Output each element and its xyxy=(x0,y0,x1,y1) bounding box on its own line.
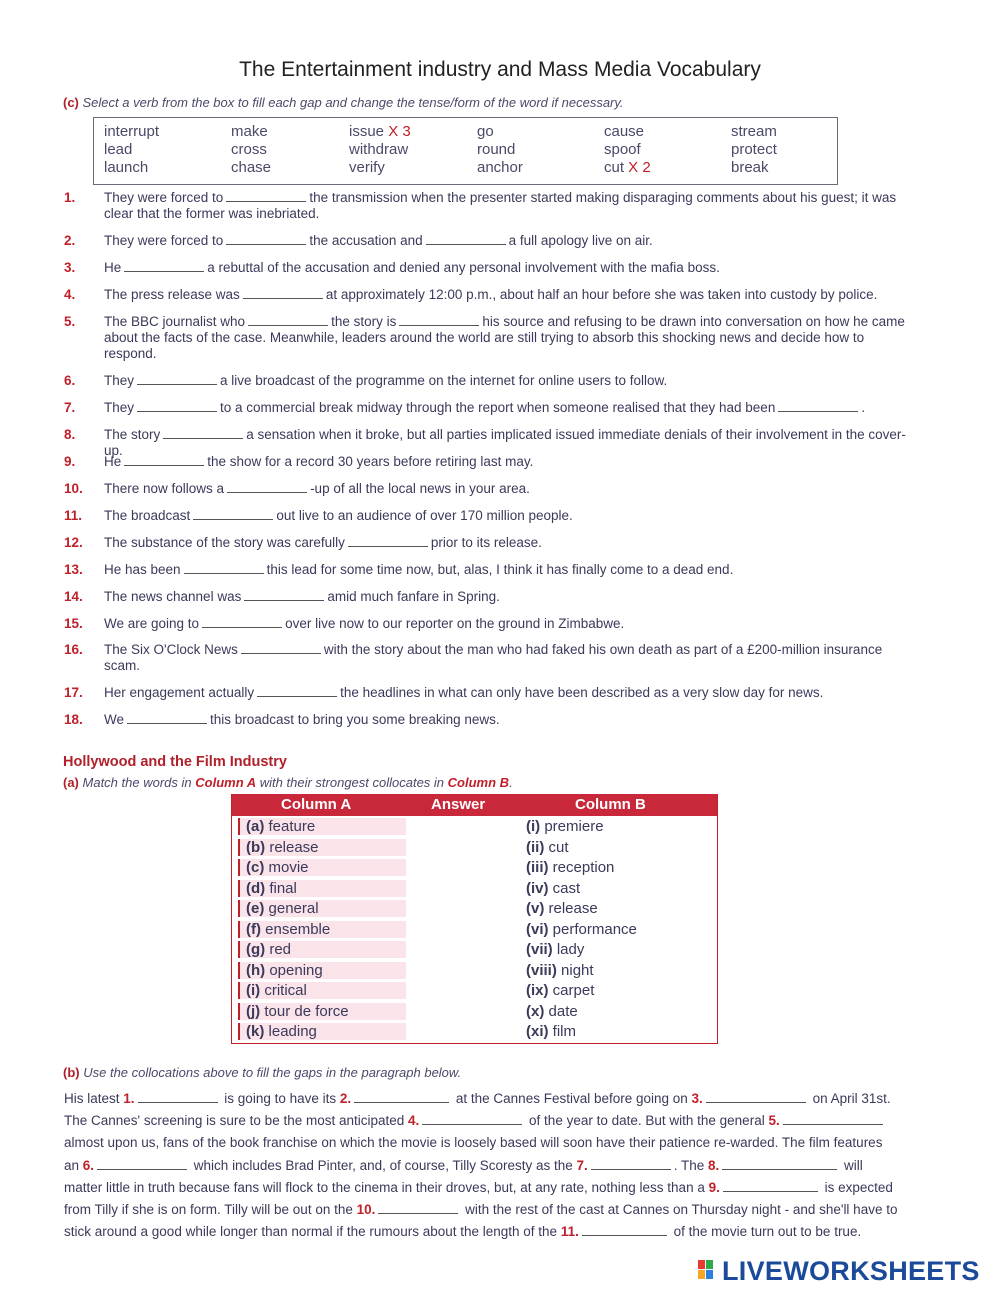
question-text-part: We xyxy=(104,712,125,727)
gap-number: 11. xyxy=(560,1224,579,1240)
column-b-numeral: (vi) xyxy=(526,920,549,938)
question-text xyxy=(104,535,914,551)
answer-gap[interactable] xyxy=(248,315,328,326)
answer-gap[interactable] xyxy=(399,315,479,326)
question-text-part: The news channel was xyxy=(104,589,242,604)
question-text-part: out live to an audience of over 170 million people. xyxy=(276,508,573,523)
question-number: 12. xyxy=(64,535,83,550)
question-number: 18. xyxy=(64,712,83,727)
table-row xyxy=(232,880,716,901)
answer-gap[interactable] xyxy=(127,713,207,724)
question-number: 14. xyxy=(64,589,83,604)
collocation-table xyxy=(231,794,718,1044)
table-row xyxy=(232,982,716,1003)
liveworksheets-logo-text: LIVEWORKSHEETS xyxy=(722,1255,980,1286)
answer-cell[interactable] xyxy=(408,880,518,897)
question-number: 2. xyxy=(64,233,76,248)
question-text xyxy=(104,314,914,362)
table-row xyxy=(232,818,716,839)
question-text-part: He has been xyxy=(104,562,181,577)
header-column-b: Column B xyxy=(575,796,646,813)
fill-gap-paragraph xyxy=(64,1088,899,1243)
column-a-letter: (a) xyxy=(246,818,265,835)
answer-gap[interactable] xyxy=(257,686,337,697)
word-box-item: spoof xyxy=(604,141,641,158)
question-text-part: the story is xyxy=(331,314,397,329)
table-row xyxy=(232,900,716,921)
column-b-cell xyxy=(526,900,716,917)
hollywood-section-title: Hollywood and the Film Industry xyxy=(63,754,287,770)
question-text-part: He xyxy=(104,260,122,275)
answer-gap[interactable] xyxy=(124,261,204,272)
question-item xyxy=(64,562,914,578)
question-number: 3. xyxy=(64,260,76,275)
column-a-letter: (e) xyxy=(246,900,265,917)
question-text xyxy=(104,373,914,389)
section-c-instruction-text: Select a verb from the box to fill each gap and change the tense/form of the word if necessary. xyxy=(82,95,624,110)
word-box-item: chase xyxy=(231,159,272,176)
question-item xyxy=(64,589,914,605)
question-number: 8. xyxy=(64,427,76,442)
column-b-numeral: (iii) xyxy=(526,859,549,876)
question-number: 6. xyxy=(64,373,76,388)
question-number: 13. xyxy=(64,562,83,577)
column-a-cell xyxy=(238,921,406,938)
answer-gap[interactable] xyxy=(163,428,243,439)
question-item xyxy=(64,508,914,524)
question-text xyxy=(104,233,914,249)
paragraph-gap[interactable] xyxy=(422,1114,522,1125)
question-text-part: a rebuttal of the accusation and denied any personal involvement with the mafia boss. xyxy=(207,260,720,275)
paragraph-text: at the Cannes Festival before going on xyxy=(452,1091,692,1106)
question-text-part: a sensation when it broke, but all parties implicated issued immediate denials of their involvement in the cover-up. xyxy=(104,427,906,458)
answer-cell[interactable] xyxy=(408,921,518,938)
question-item xyxy=(64,260,914,276)
question-item xyxy=(64,427,914,458)
answer-gap[interactable] xyxy=(778,401,858,412)
column-a-cell xyxy=(238,880,406,897)
question-text-part: over live now to our reporter on the ground in Zimbabwe. xyxy=(285,616,625,631)
question-number: 15. xyxy=(64,616,83,631)
word-box-item: cut X 2 xyxy=(604,159,651,176)
gap-number: 1. xyxy=(123,1091,135,1106)
column-b-cell xyxy=(526,880,716,897)
question-text-part: his source and refusing to be drawn into conversation on how he came about the facts of the case. Meanwhile, leaders around the world are still trying to absorb this shocking news and decide how to respond. xyxy=(104,314,905,361)
column-a-word: movie xyxy=(268,859,309,876)
section-b-label: (b) xyxy=(63,1065,80,1080)
instr-a-col-a: Column A xyxy=(195,775,257,790)
section-c-instruction xyxy=(63,95,624,110)
paragraph-text: with the rest of the cast at Cannes on Thursday night - and she'll have to stick around a good while longer than normal if the rumours about the length of the xyxy=(64,1202,898,1240)
gap-number: 9. xyxy=(708,1179,720,1195)
column-a-cell xyxy=(238,818,406,835)
question-item xyxy=(64,712,914,728)
question-number: 7. xyxy=(64,400,76,415)
question-text-part: We are going to xyxy=(104,616,200,631)
answer-gap[interactable] xyxy=(243,288,323,299)
column-a-letter: (i) xyxy=(246,982,261,999)
column-a-letter: (k) xyxy=(246,1023,265,1040)
question-text xyxy=(104,287,914,303)
paragraph-text: of the year to date. But with the general xyxy=(525,1113,769,1129)
paragraph-text: will matter little in truth because fans will flock to the cinema in their droves, but, at any rate, nothing less than a xyxy=(64,1157,863,1195)
word-box-item: withdraw xyxy=(349,141,409,158)
question-item xyxy=(64,190,914,222)
question-text-part: with the story about the man who had faked his own death as part of a £200-million insurance scam. xyxy=(104,642,883,673)
column-a-cell xyxy=(238,1003,406,1020)
column-a-letter: (f) xyxy=(246,920,261,938)
question-text xyxy=(104,454,914,470)
column-a-letter: (g) xyxy=(246,941,266,958)
question-number: 5. xyxy=(64,314,76,329)
answer-gap[interactable] xyxy=(348,536,428,547)
question-text-part: There now follows a xyxy=(104,481,225,496)
answer-gap[interactable] xyxy=(137,374,217,385)
paragraph-gap[interactable] xyxy=(138,1092,218,1103)
instr-a-pre: Match the words in xyxy=(82,775,192,790)
column-b-cell xyxy=(526,859,716,876)
column-b-word: cast xyxy=(552,879,581,897)
table-row xyxy=(232,1003,716,1024)
column-b-word: film xyxy=(552,1023,576,1040)
column-a-letter: (d) xyxy=(246,879,266,897)
answer-cell[interactable] xyxy=(408,1003,518,1020)
question-text-part: to a commercial break midway through the report when someone realised that they had been xyxy=(220,400,776,415)
gap-number: 2. xyxy=(339,1091,352,1106)
question-number: 9. xyxy=(64,454,76,469)
question-text xyxy=(104,642,914,674)
column-b-word: cut xyxy=(548,838,569,856)
header-answer: Answer xyxy=(431,796,486,813)
question-item xyxy=(64,685,914,701)
question-text-part: a live broadcast of the programme on the internet for online users to follow. xyxy=(220,373,668,388)
column-b-numeral: (viii) xyxy=(526,961,557,979)
column-b-word: night xyxy=(561,961,594,979)
question-number: 11. xyxy=(64,508,83,523)
question-item xyxy=(64,535,914,551)
question-text xyxy=(104,260,914,276)
column-a-word: critical xyxy=(264,982,307,999)
column-b-word: lady xyxy=(556,941,585,958)
column-b-numeral: (v) xyxy=(526,900,545,917)
paragraph-text: which includes Brad Pinter, and, of course, Tilly Scoresty as the xyxy=(190,1157,577,1173)
question-text xyxy=(104,562,914,578)
question-item xyxy=(64,233,914,249)
question-text-part: He xyxy=(104,454,122,469)
gap-number: 6. xyxy=(82,1157,95,1173)
paragraph-gap[interactable] xyxy=(591,1159,671,1170)
column-a-cell xyxy=(238,859,406,876)
gap-number: 10. xyxy=(356,1202,376,1218)
question-item xyxy=(64,314,914,362)
question-text-part: at approximately 12:00 p.m., about half an hour before she was taken into custody by police. xyxy=(325,287,878,302)
question-text-part: The press release was xyxy=(104,287,240,302)
paragraph-text: is going to have its xyxy=(220,1091,340,1106)
paragraph-gap[interactable] xyxy=(97,1159,187,1170)
column-b-word: release xyxy=(548,900,598,917)
paragraph-text: . The xyxy=(673,1157,709,1173)
answer-cell[interactable] xyxy=(408,962,518,979)
paragraph-text: almost upon us, fans of the book franchise on which the movie is loosely based will soon have their patience re-warded. The film features an xyxy=(64,1135,883,1173)
column-a-word: tour de force xyxy=(264,1002,349,1020)
question-text-part: the accusation and xyxy=(309,233,423,248)
column-b-word: performance xyxy=(552,920,637,938)
question-text-part: The BBC journalist who xyxy=(104,314,246,329)
answer-gap[interactable] xyxy=(244,590,324,601)
question-text-part: Her engagement actually xyxy=(104,685,255,700)
question-text xyxy=(104,190,914,222)
column-b-numeral: (ii) xyxy=(526,838,545,856)
column-a-word: ensemble xyxy=(265,920,331,938)
answer-cell[interactable] xyxy=(408,839,518,856)
column-b-numeral: (xi) xyxy=(526,1023,549,1040)
question-text-part: . xyxy=(861,400,866,415)
question-number: 16. xyxy=(64,642,83,657)
question-text xyxy=(104,685,914,701)
paragraph-gap[interactable] xyxy=(723,1181,818,1192)
word-box-item: interrupt xyxy=(104,123,160,140)
column-a-letter: (j) xyxy=(246,1002,261,1020)
column-a-word: feature xyxy=(268,818,316,835)
table-row xyxy=(232,1023,716,1044)
word-box-item: make xyxy=(231,123,268,140)
question-item xyxy=(64,616,914,632)
column-a-letter: (c) xyxy=(246,859,265,876)
header-column-a: Column A xyxy=(281,796,352,813)
column-a-cell xyxy=(238,1023,406,1040)
question-text-part: The broadcast xyxy=(104,508,191,523)
word-box-item: anchor xyxy=(477,159,523,176)
gap-number: 8. xyxy=(708,1157,720,1173)
answer-gap[interactable] xyxy=(124,455,204,466)
paragraph-text: of the movie turn out to be true. xyxy=(669,1224,862,1240)
paragraph-gap[interactable] xyxy=(722,1159,837,1170)
question-number: 1. xyxy=(64,190,76,205)
question-item xyxy=(64,373,914,389)
question-text-part: prior to its release. xyxy=(430,535,542,550)
question-item xyxy=(64,454,914,470)
column-b-cell xyxy=(526,962,716,979)
column-b-word: date xyxy=(548,1002,578,1020)
column-a-cell xyxy=(238,962,406,979)
table-row xyxy=(232,839,716,860)
word-box-item: stream xyxy=(731,123,777,140)
question-item xyxy=(64,642,914,674)
paragraph-text: His latest xyxy=(64,1091,124,1106)
question-text-part: They xyxy=(104,373,135,388)
column-b-numeral: (vii) xyxy=(526,941,553,958)
question-text-part: The Six O'Clock News xyxy=(104,642,238,657)
page-title: The Entertainment industry and Mass Media Vocabulary xyxy=(239,58,761,81)
gap-number: 5. xyxy=(768,1113,780,1129)
answer-gap[interactable] xyxy=(137,401,217,412)
question-text-part: The substance of the story was carefully xyxy=(104,535,345,550)
question-text xyxy=(104,481,914,497)
column-a-cell xyxy=(238,941,406,958)
column-b-cell xyxy=(526,921,716,938)
section-c-label: (c) xyxy=(63,95,79,110)
word-box-item: lead xyxy=(104,141,133,158)
answer-cell[interactable] xyxy=(408,818,518,835)
question-text-part: -up of all the local news in your area. xyxy=(310,481,530,496)
column-b-numeral: (i) xyxy=(526,818,541,835)
section-b-instruction-text: Use the collocations above to fill the gaps in the paragraph below. xyxy=(83,1065,462,1080)
question-text-part: this broadcast to bring you some breaking news. xyxy=(210,712,500,727)
paragraph-gap[interactable] xyxy=(783,1114,883,1125)
question-number: 17. xyxy=(64,685,83,700)
paragraph-gap[interactable] xyxy=(378,1203,458,1214)
question-text-part: They were forced to xyxy=(104,233,224,248)
question-text-part: the show for a record 30 years before retiring last may. xyxy=(207,454,534,469)
paragraph-text: is expected from Tilly if she is on form. Tilly will be out on the xyxy=(64,1179,893,1218)
column-a-cell xyxy=(238,839,406,856)
liveworksheets-logo xyxy=(698,1256,980,1286)
answer-cell[interactable] xyxy=(408,982,518,999)
question-text xyxy=(104,589,914,605)
column-b-cell xyxy=(526,1003,716,1020)
column-b-word: carpet xyxy=(552,982,595,999)
column-b-numeral: (x) xyxy=(526,1002,545,1020)
column-a-cell xyxy=(238,982,406,999)
word-box-item: cross xyxy=(231,141,267,158)
answer-gap[interactable] xyxy=(241,643,321,654)
column-a-cell xyxy=(238,900,406,917)
question-text-part: amid much fanfare in Spring. xyxy=(327,589,500,604)
question-text-part: The story xyxy=(104,427,161,442)
answer-gap[interactable] xyxy=(226,234,306,245)
question-text xyxy=(104,400,914,416)
question-number: 4. xyxy=(64,287,76,302)
paragraph-gap[interactable] xyxy=(354,1092,449,1103)
word-box-item: issue X 3 xyxy=(349,123,411,140)
table-row xyxy=(232,859,716,880)
paragraph-text: on April 31st. The Cannes' screening is sure to be the most anticipated xyxy=(64,1091,891,1129)
word-box-item: go xyxy=(477,123,494,140)
table-row xyxy=(232,941,716,962)
word-box-item: verify xyxy=(349,159,385,176)
liveworksheets-logo-icon xyxy=(698,1260,716,1282)
column-b-cell xyxy=(526,818,716,835)
question-item xyxy=(64,287,914,303)
column-b-cell xyxy=(526,941,716,958)
column-a-letter: (h) xyxy=(246,961,266,979)
column-b-cell xyxy=(526,982,716,999)
question-text xyxy=(104,616,914,632)
column-a-word: opening xyxy=(269,961,323,979)
column-a-letter: (b) xyxy=(246,838,266,856)
word-box-item: cause xyxy=(604,123,645,140)
answer-cell[interactable] xyxy=(408,859,518,876)
word-box-item: launch xyxy=(104,159,149,176)
question-text-part: the transmission when the presenter started making disparaging comments about his guest; it was clear that the former was inebriated. xyxy=(104,190,897,221)
section-a-instruction xyxy=(63,775,513,790)
table-row xyxy=(232,962,716,983)
word-box-item: protect xyxy=(731,141,777,158)
paragraph-gap[interactable] xyxy=(582,1225,667,1236)
question-text-part: They xyxy=(104,400,135,415)
answer-cell[interactable] xyxy=(408,900,518,917)
gap-number: 3. xyxy=(691,1091,703,1106)
answer-gap[interactable] xyxy=(426,234,506,245)
column-a-word: leading xyxy=(268,1023,317,1040)
question-number: 10. xyxy=(64,481,83,496)
question-item xyxy=(64,481,914,497)
answer-gap[interactable] xyxy=(184,563,264,574)
section-a-label: (a) xyxy=(63,775,79,790)
column-a-word: release xyxy=(269,838,319,856)
instr-a-post: . xyxy=(509,775,513,790)
answer-gap[interactable] xyxy=(226,191,306,202)
column-a-word: final xyxy=(269,879,297,897)
question-text-part: a full apology live on air. xyxy=(508,233,653,248)
question-text-part: They were forced to xyxy=(104,190,224,205)
answer-gap[interactable] xyxy=(193,509,273,520)
instr-a-col-b: Column B xyxy=(447,775,510,790)
question-text xyxy=(104,712,914,728)
question-item xyxy=(64,400,914,416)
answer-gap[interactable] xyxy=(227,482,307,493)
column-b-word: premiere xyxy=(544,818,604,835)
question-text-part: this lead for some time now, but, alas, I think it has finally come to a dead end. xyxy=(266,562,734,577)
gap-number: 4. xyxy=(408,1113,420,1129)
answer-gap[interactable] xyxy=(202,617,282,628)
column-b-numeral: (ix) xyxy=(526,982,549,999)
section-b-instruction xyxy=(63,1065,461,1080)
word-box-item: round xyxy=(477,141,516,158)
column-a-word: red xyxy=(269,941,292,958)
question-text-part: the headlines in what can only have been described as a very slow day for news. xyxy=(340,685,824,700)
paragraph-gap[interactable] xyxy=(706,1092,806,1103)
column-b-cell xyxy=(526,839,716,856)
word-box xyxy=(93,117,838,185)
column-a-word: general xyxy=(268,900,319,917)
column-b-word: reception xyxy=(552,859,615,876)
instr-a-mid: with their strongest collocates in xyxy=(259,775,445,790)
column-b-numeral: (iv) xyxy=(526,879,549,897)
answer-cell[interactable] xyxy=(408,1023,518,1040)
answer-cell[interactable] xyxy=(408,941,518,958)
gap-number: 7. xyxy=(576,1157,588,1173)
table-row xyxy=(232,921,716,942)
word-box-item: break xyxy=(731,159,769,176)
question-text xyxy=(104,508,914,524)
column-b-cell xyxy=(526,1023,716,1040)
